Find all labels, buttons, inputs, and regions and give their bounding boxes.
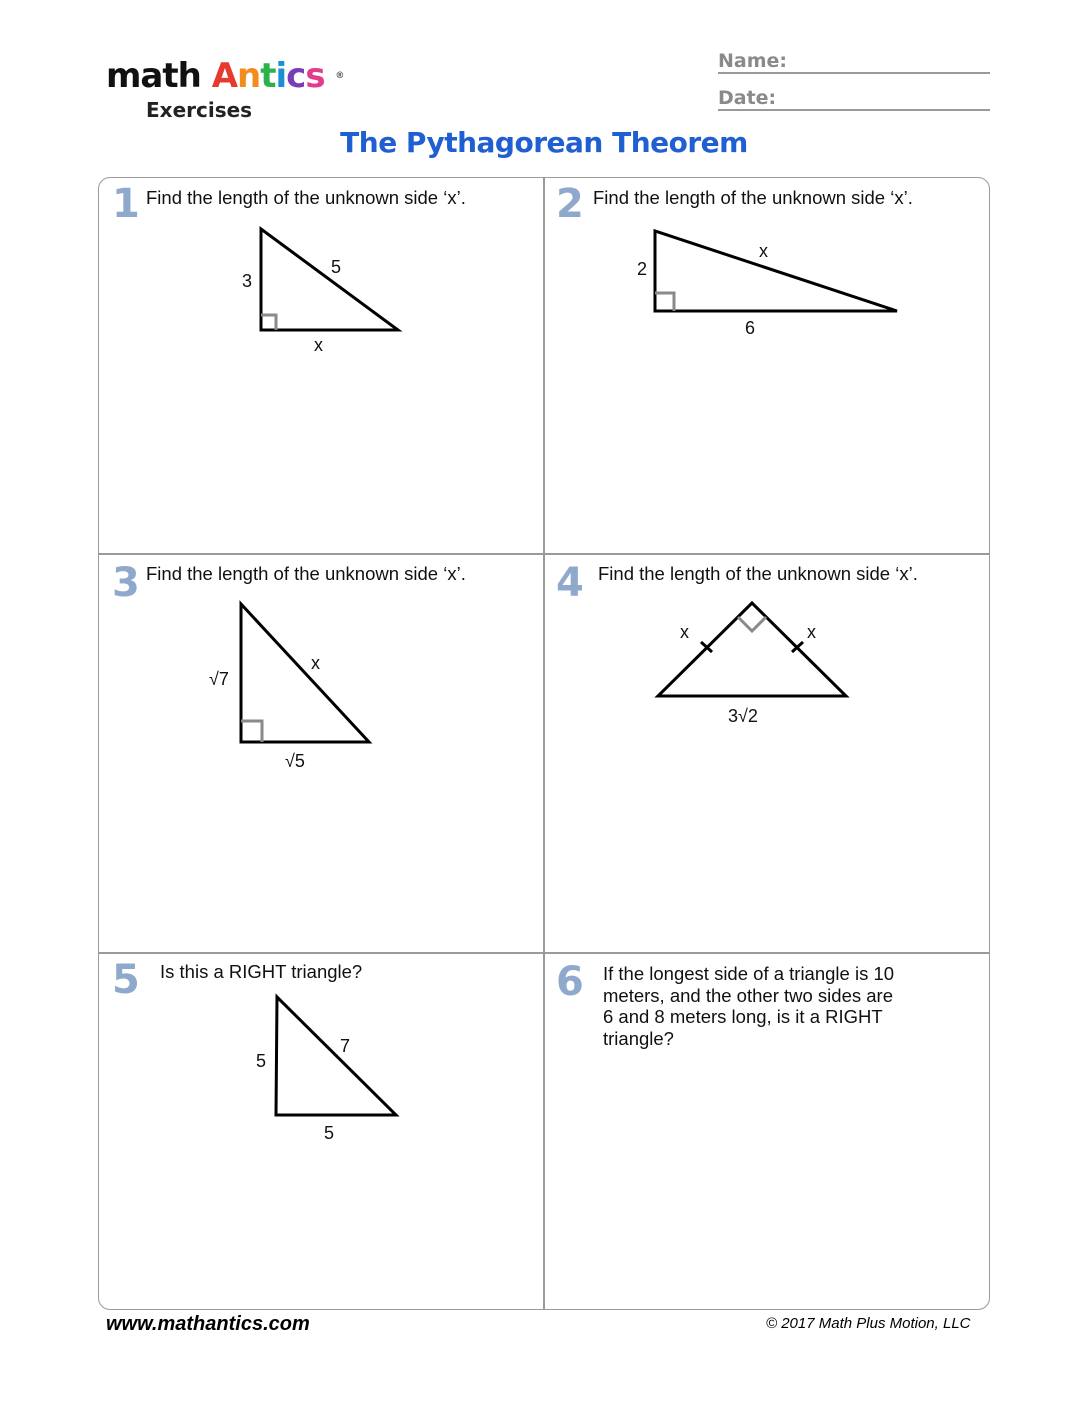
triangle-2 bbox=[637, 231, 897, 338]
name-label: Name: bbox=[718, 50, 788, 72]
side-label: 7 bbox=[340, 1036, 351, 1056]
triangle-5 bbox=[256, 997, 396, 1143]
problem-number: 4 bbox=[556, 560, 584, 606]
footer-copyright: © 2017 Math Plus Motion, LLC bbox=[766, 1315, 971, 1332]
triangle-4 bbox=[658, 603, 846, 726]
triangle-1 bbox=[242, 229, 398, 355]
side-label: x bbox=[311, 653, 320, 673]
problem-text: Find the length of the unknown side ‘x’. bbox=[593, 187, 913, 208]
problem-text-line: meters, and the other two sides are bbox=[603, 984, 893, 1006]
side-label: 5 bbox=[331, 257, 342, 277]
side-label: √7 bbox=[209, 669, 229, 689]
problem-text-line: triangle? bbox=[603, 1027, 674, 1049]
problem-number: 2 bbox=[556, 181, 584, 227]
side-label: 3 bbox=[242, 271, 253, 291]
problem-number: 3 bbox=[112, 560, 140, 606]
triangle-3 bbox=[209, 604, 369, 771]
problem-text: Find the length of the unknown side ‘x’. bbox=[598, 563, 918, 584]
problem-text-line: 6 and 8 meters long, is it a RIGHT bbox=[603, 1006, 883, 1027]
logo-letter: i bbox=[275, 56, 287, 96]
right-angle-marker bbox=[655, 293, 674, 311]
registered-mark: ® bbox=[335, 71, 344, 81]
logo-letter: c bbox=[286, 56, 306, 96]
right-angle-marker bbox=[261, 315, 276, 330]
problem-number: 1 bbox=[112, 181, 140, 227]
side-label: 6 bbox=[745, 318, 756, 338]
side-label: x bbox=[680, 622, 689, 642]
side-label: √5 bbox=[285, 751, 305, 771]
logo-subtitle: Exercises bbox=[146, 98, 253, 122]
logo-math-text: math bbox=[106, 56, 201, 96]
right-angle-marker bbox=[241, 721, 262, 742]
footer-url[interactable]: www.mathantics.com bbox=[106, 1313, 310, 1335]
side-label: 3√2 bbox=[728, 706, 758, 726]
logo-letter: s bbox=[305, 56, 325, 96]
side-label: x bbox=[807, 622, 816, 642]
logo-letter: A bbox=[211, 56, 238, 96]
side-label: x bbox=[314, 335, 323, 355]
right-angle-marker bbox=[738, 617, 766, 631]
page-title: The Pythagorean Theorem bbox=[340, 126, 748, 159]
logo-letter: t bbox=[260, 56, 276, 96]
problem-text-line: If the longest side of a triangle is 10 bbox=[603, 963, 895, 984]
side-label: 5 bbox=[256, 1051, 267, 1071]
logo-letter: n bbox=[237, 56, 261, 96]
side-label: 5 bbox=[324, 1123, 335, 1143]
problem-number: 6 bbox=[556, 959, 584, 1005]
date-label: Date: bbox=[718, 87, 777, 109]
side-label: x bbox=[759, 241, 768, 261]
side-label: 2 bbox=[637, 259, 648, 279]
problem-text: Find the length of the unknown side ‘x’. bbox=[146, 563, 466, 584]
problem-number: 5 bbox=[112, 957, 140, 1003]
problem-text: Find the length of the unknown side ‘x’. bbox=[146, 187, 466, 208]
problem-text: Is this a RIGHT triangle? bbox=[160, 961, 363, 982]
